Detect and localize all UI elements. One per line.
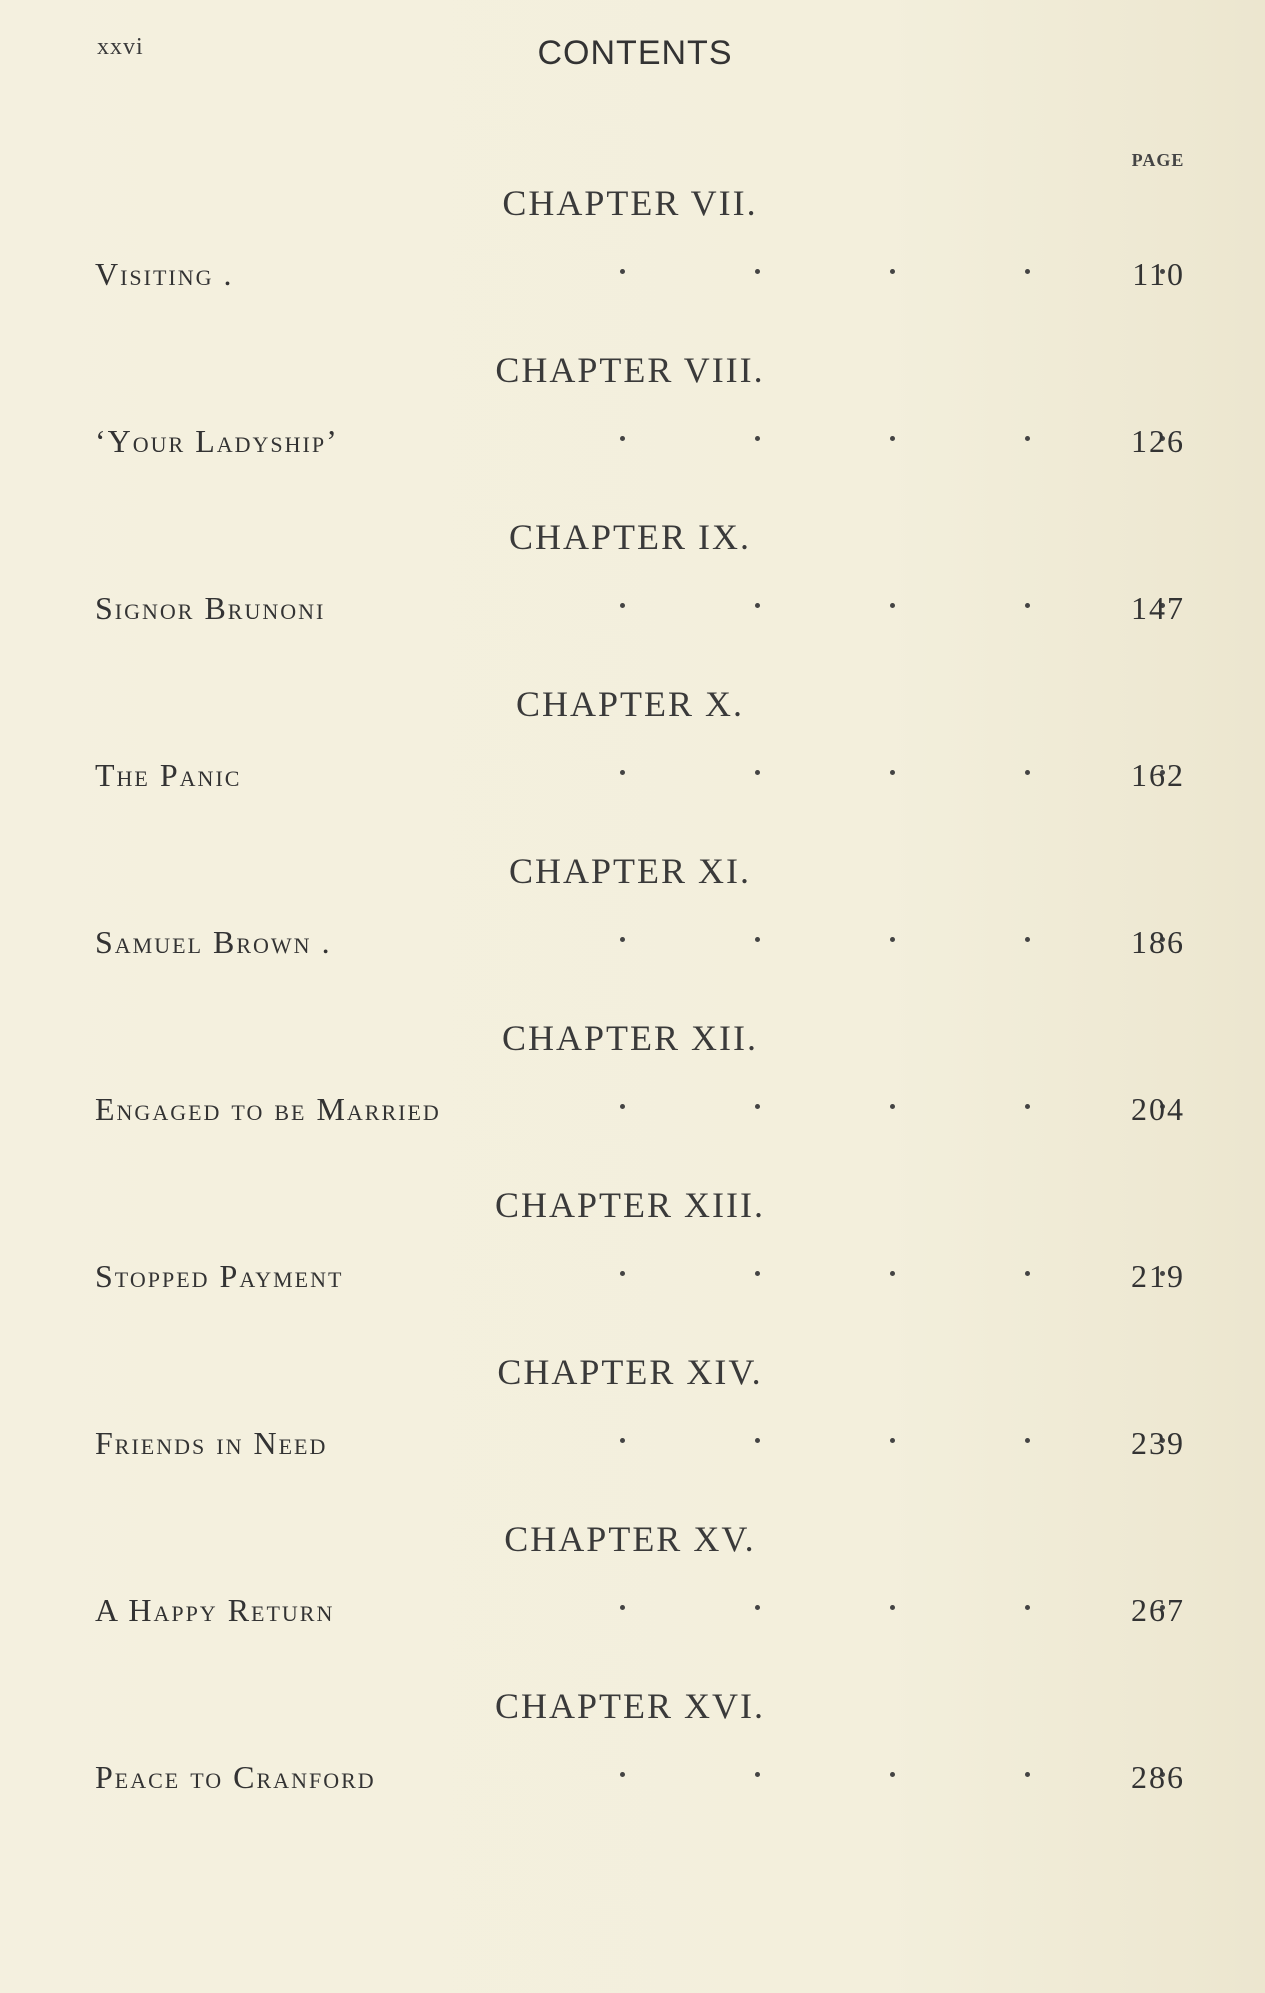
chapter-line: [95, 1424, 1195, 1468]
chapter-heading: CHAPTER IX.: [508, 517, 751, 557]
chapter-heading: CHAPTER XV.: [504, 1519, 756, 1559]
leader-dot: [890, 269, 895, 274]
chapter-title: Engaged to be Married: [95, 1091, 441, 1127]
chapter-line: [95, 422, 1195, 466]
leader-dot: [620, 1772, 625, 1777]
leader-dot: [890, 1271, 895, 1276]
leader-dot: [755, 1772, 760, 1777]
chapter-title: Samuel Brown .: [95, 924, 332, 960]
leader-dot: [1025, 770, 1030, 775]
leader-dot: [890, 1438, 895, 1443]
toc-entry: [0, 185, 1265, 352]
dot-leader: [515, 436, 1175, 456]
leader-dot: [620, 937, 625, 942]
running-head: [0, 34, 1265, 74]
dot-leader: [515, 1772, 1175, 1792]
page-number: 267: [1131, 1592, 1185, 1628]
chapter-title: ‘Your Ladyship’: [95, 423, 339, 459]
chapter-line: [95, 1758, 1195, 1802]
leader-dot: [755, 1271, 760, 1276]
leader-dot: [755, 937, 760, 942]
dot-leader: [515, 1271, 1175, 1291]
dot-leader: [515, 603, 1175, 623]
toc-entry: [0, 1354, 1265, 1521]
chapter-title: Peace to Cranford: [95, 1759, 376, 1795]
toc-entry: [0, 1020, 1265, 1187]
chapter-title: Friends in Need: [95, 1425, 328, 1461]
leader-dot: [755, 1104, 760, 1109]
leader-dot: [620, 436, 625, 441]
chapter-title: The Panic: [95, 757, 242, 793]
dot-leader: [515, 269, 1175, 289]
leader-dot: [620, 269, 625, 274]
chapter-heading: CHAPTER XIV.: [497, 1352, 763, 1392]
page-number: 126: [1131, 423, 1185, 459]
dot-leader: [515, 770, 1175, 790]
leader-dot: [755, 603, 760, 608]
chapter-heading: CHAPTER XII.: [502, 1018, 758, 1058]
chapter-title: Signor Brunoni: [95, 590, 326, 626]
page-column-label: PAGE: [1131, 150, 1185, 170]
leader-dot: [620, 1438, 625, 1443]
leader-dot: [890, 1605, 895, 1610]
toc-entry: [0, 352, 1265, 519]
page-number: 162: [1131, 757, 1185, 793]
leader-dot: [620, 603, 625, 608]
chapter-heading: CHAPTER XI.: [508, 851, 751, 891]
chapter-line: [95, 589, 1195, 633]
toc-entry: [0, 1187, 1265, 1354]
chapter-line: [95, 756, 1195, 800]
page-number: 239: [1131, 1425, 1185, 1461]
page-title: CONTENTS: [537, 34, 733, 72]
leader-dot: [620, 1271, 625, 1276]
chapter-heading: CHAPTER XVI.: [494, 1686, 765, 1726]
leader-dot: [1025, 1271, 1030, 1276]
leader-dot: [890, 1772, 895, 1777]
toc-entry: [0, 1521, 1265, 1688]
page-number: 110: [1132, 256, 1185, 292]
leader-dot: [890, 603, 895, 608]
page-number: 186: [1131, 924, 1185, 960]
chapter-line: [95, 1090, 1195, 1134]
table-of-contents: [0, 185, 1265, 1855]
leader-dot: [890, 937, 895, 942]
page-number: 286: [1131, 1759, 1185, 1795]
chapter-line: [95, 1591, 1195, 1635]
toc-entry: [0, 686, 1265, 853]
page-number: 219: [1131, 1258, 1185, 1294]
chapter-title: A Happy Return: [95, 1592, 335, 1628]
chapter-heading: CHAPTER XIII.: [495, 1185, 765, 1225]
leader-dot: [620, 770, 625, 775]
leader-dot: [1025, 269, 1030, 274]
dot-leader: [515, 937, 1175, 957]
leader-dot: [1025, 937, 1030, 942]
leader-dot: [890, 770, 895, 775]
page-number: 147: [1131, 590, 1185, 626]
leader-dot: [890, 436, 895, 441]
chapter-title: Visiting .: [95, 256, 234, 292]
leader-dot: [755, 770, 760, 775]
toc-entry: [0, 519, 1265, 686]
leader-dot: [1025, 1438, 1030, 1443]
chapter-heading: CHAPTER VII.: [502, 183, 758, 223]
dot-leader: [515, 1605, 1175, 1625]
leader-dot: [1025, 1104, 1030, 1109]
chapter-title: Stopped Payment: [95, 1258, 344, 1294]
leader-dot: [1025, 1605, 1030, 1610]
leader-dot: [755, 1438, 760, 1443]
page-number: 204: [1131, 1091, 1185, 1127]
leader-dot: [890, 1104, 895, 1109]
page-folio: xxvi: [97, 34, 144, 60]
leader-dot: [755, 1605, 760, 1610]
chapter-line: [95, 1257, 1195, 1301]
leader-dot: [620, 1605, 625, 1610]
chapter-line: [95, 923, 1195, 967]
leader-dot: [755, 269, 760, 274]
leader-dot: [1025, 603, 1030, 608]
chapter-heading: CHAPTER X.: [515, 684, 745, 724]
toc-entry: [0, 853, 1265, 1020]
dot-leader: [515, 1438, 1175, 1458]
leader-dot: [1025, 436, 1030, 441]
leader-dot: [1025, 1772, 1030, 1777]
leader-dot: [620, 1104, 625, 1109]
chapter-heading: CHAPTER VIII.: [495, 350, 765, 390]
toc-entry: [0, 1688, 1265, 1855]
leader-dot: [755, 436, 760, 441]
dot-leader: [515, 1104, 1175, 1124]
chapter-line: [95, 255, 1195, 299]
